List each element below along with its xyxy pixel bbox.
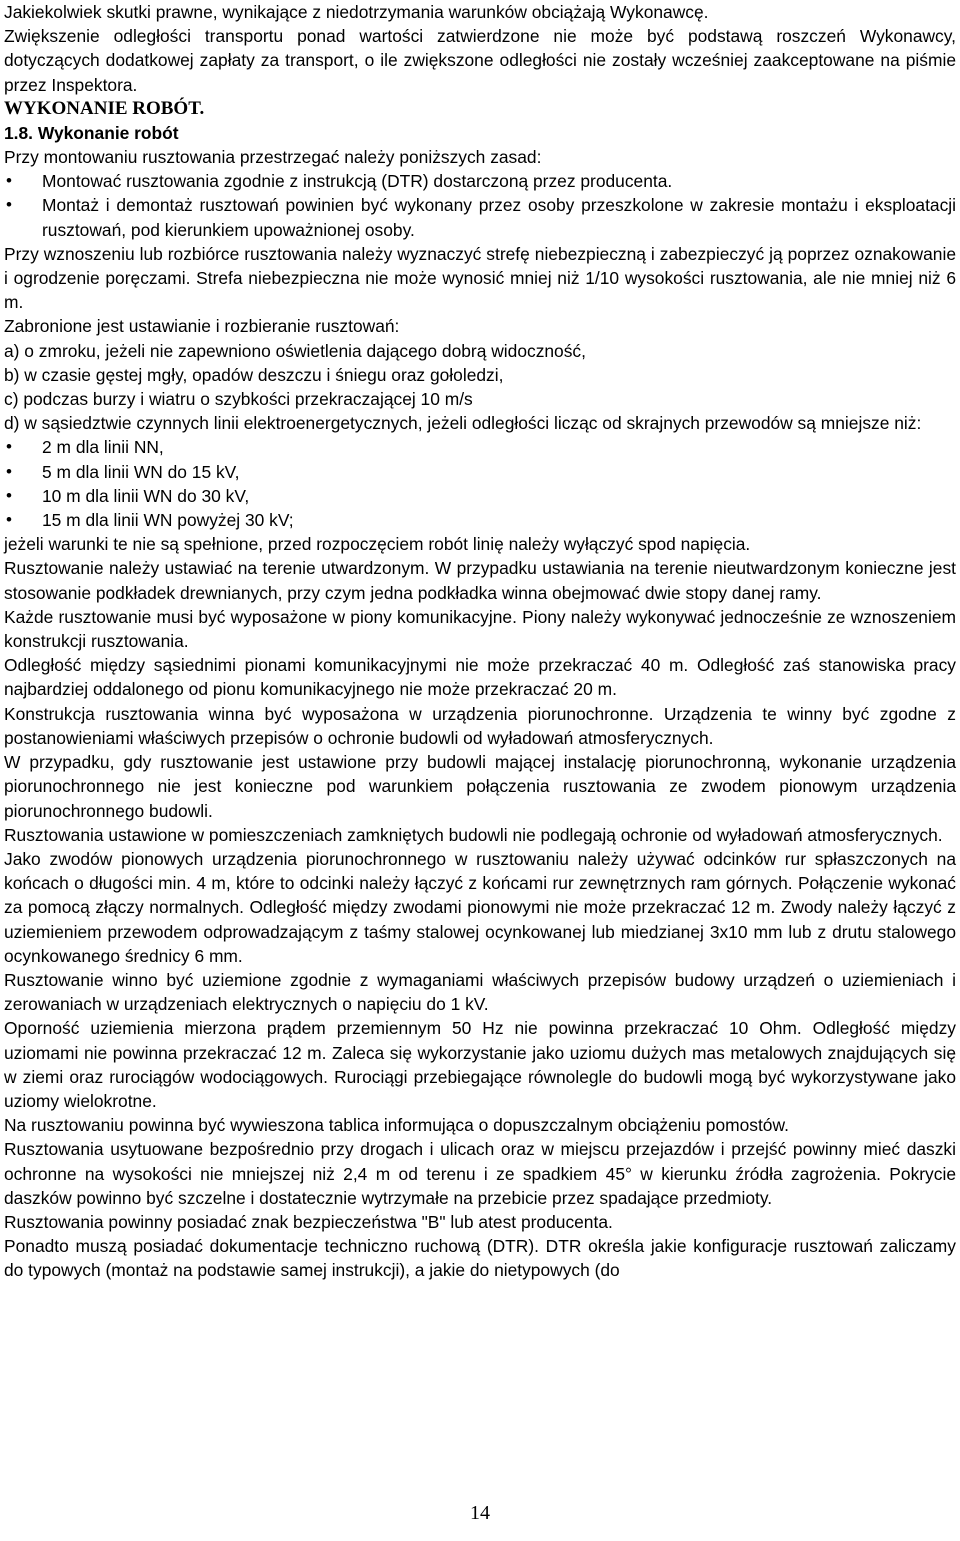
condition-item: a) o zmroku, jeżeli nie zapewniono oświetlenia dającego dobrą widoczność, xyxy=(4,340,586,361)
rules-lead: Przy montowaniu rusztowania przestrzegać należy poniższych zasad: xyxy=(4,147,542,168)
list-item: • Montaż i demontaż rusztowań powinien być wykonany przez osoby przeszkolone w zakresie montażu i eksploatacji rusztowań, pod kierunkiem upoważnionej osoby. xyxy=(4,193,956,241)
body-paragraph: Rusztowania ustawione w pomieszczeniach zamkniętych budowli nie podlegają ochronie od wyładowań atmosferycznych. xyxy=(4,824,943,845)
body-paragraph: jeżeli warunki te nie są spełnione, przed rozpoczęciem robót linię należy wyłączyć spod napięcia. xyxy=(4,534,751,555)
list-item: • 10 m dla linii WN do 30 kV, xyxy=(4,484,956,508)
body-paragraph: Każde rusztowanie musi być wyposażone w piony komunikacyjne. Piony należy wykonywać jednocześnie ze wznoszeniem konstrukcji rusztowania. xyxy=(4,606,956,652)
body-paragraph: Ponadto muszą posiadać dokumentacje techniczno ruchową (DTR). DTR określa jakie konfiguracje rusztowań zaliczamy do typowych (montaż na podstawie samej instrukcji), a jakie do nietypowych (do xyxy=(4,1236,956,1281)
list-item: • 15 m dla linii WN powyżej 30 kV; xyxy=(4,508,956,532)
list-item: • Montować rusztowania zgodnie z instrukcją (DTR) dostarczoną przez producenta. xyxy=(4,169,956,193)
subsection-heading: 1.8. Wykonanie robót xyxy=(4,122,179,143)
intro-paragraph: Jakiekolwiek skutki prawne, wynikające z niedotrzymania warunków obciążają Wykonawcę. xyxy=(4,2,709,22)
body-paragraph: Rusztowania usytuowane bezpośrednio przy drogach i ulicach oraz w miejscu przejazdów i przejść powinny mieć daszki ochronne na wysokości nie mniejszej niż 2,4 m od terenu i ze spadkiem 45° w kierunku źródła zagrożenia. Pokrycie daszków powinno być szczelne i dostatecznie wytrzymałe na przebicie przez spadające przedmioty. xyxy=(4,1139,956,1208)
body-paragraph: Oporność uziemienia mierzona prądem przemiennym 50 Hz nie powinna przekraczać 10 Ohm. Odległość między uziomami nie powinna przekraczać 12 m. Zaleca się wykorzystanie jako uziomu dużych mas metalowych znajdujących się w ziemi oraz rurociągów wodociągowych. Rurociągi przebiegające równolegle do budowli mogą być wykorzystywane jako uziomy wielokrotne. xyxy=(4,1018,956,1111)
distances-list xyxy=(4,435,956,532)
section-heading: WYKONANIE ROBÓT. xyxy=(4,97,205,119)
condition-item: c) podczas burzy i wiatru o szybkości przekraczającej 10 m/s xyxy=(4,389,473,410)
condition-item: b) w czasie gęstej mgły, opadów deszczu i śniegu oraz gołoledzi, xyxy=(4,364,504,385)
body-paragraph: Jako zwodów pionowych urządzenia piorunochronnego w rusztowaniu należy używać odcinków rur spłaszczonych na końcach o długości min. 4 m, które to odcinki należy łączyć z końcami rur zewnętrznych ram górnych. Połączenie wykonać za pomocą złączy normalnych. Odległość między zwodami pionowymi nie może przekraczać 12 m. Zwody należy łączyć z uziemieniem przewodem odprowadzającym z taśmy stalowej ocynkowanej lub miedzianej 3x10 mm lub z drutu stalowego ocynkowanego średnicy 6 mm. xyxy=(4,848,956,966)
forbidden-lead: Zabronione jest ustawianie i rozbieranie rusztowań: xyxy=(4,316,400,337)
body-paragraph: Rusztowanie należy ustawiać na terenie utwardzonym. W przypadku ustawiania na terenie nieutwardzonym konieczne jest stosowanie podkładek drewnianych, przy czym jedna podkładka winna obejmować dwie stopy danej ramy. xyxy=(4,558,956,603)
condition-item: d) w sąsiedztwie czynnych linii elektroenergetycznych, jeżeli odległości licząc od skrajnych przewodów są mniejsze niż: xyxy=(4,413,922,434)
body-paragraph: Odległość między sąsiednimi pionami komunikacyjnymi nie może przekraczać 40 m. Odległość zaś stanowiska pracy najbardziej oddalonego od pionu komunikacyjnego nie może przekraczać 20 m. xyxy=(4,655,956,700)
body-paragraph: Konstrukcja rusztowania winna być wyposażona w urządzenia piorunochronne. Urządzenia te winny być zgodne z postanowieniami właściwych przepisów o ochronie budowli od wyładowań atmosferycznych. xyxy=(4,703,956,748)
document-page xyxy=(4,0,956,1283)
intro-paragraph: Zwiększenie odległości transportu ponad wartości zatwierdzone nie może być podstawą roszczeń Wykonawcy, dotyczących dodatkowej zapłaty za transport, o ile zwiększone odległości nie zostały wcześniej zaakceptowane na piśmie przez Inspektora. xyxy=(4,26,956,95)
list-item: • 5 m dla linii WN do 15 kV, xyxy=(4,460,956,484)
danger-zone-paragraph: Przy wznoszeniu lub rozbiórce rusztowania należy wyznaczyć strefę niebezpieczną i zabezpieczyć ją poprzez oznakowanie i ogrodzenie poręczami. Strefa niebezpieczna nie może wynosić mniej niż 1/10 wysokości rusztowania, ale nie mniej niż 6 m. xyxy=(4,243,956,313)
list-item: • 2 m dla linii NN, xyxy=(4,435,956,459)
body-paragraph: W przypadku, gdy rusztowanie jest ustawione przy budowli mającej instalację piorunochronną, wykonanie urządzenia piorunochronnego nie jest konieczne pod warunkiem połączenia rusztowania ze zwodem pionowym urządzenia piorunochronnego budowli. xyxy=(4,752,956,821)
body-paragraph: Na rusztowaniu powinna być wywieszona tablica informująca o dopuszczalnym obciążeniu pomostów. xyxy=(4,1115,789,1136)
body-paragraph: Rusztowanie winno być uziemione zgodnie z wymaganiami właściwych przepisów budowy urządzeń o uziemieniach i zerowaniach w urządzeniach elektrycznych o napięciu do 1 kV. xyxy=(4,969,956,1015)
rules-list xyxy=(4,169,956,242)
body-paragraph: Rusztowania powinny posiadać znak bezpieczeństwa "B" lub atest producenta. xyxy=(4,1211,613,1232)
page-number: 14 xyxy=(470,1502,490,1524)
